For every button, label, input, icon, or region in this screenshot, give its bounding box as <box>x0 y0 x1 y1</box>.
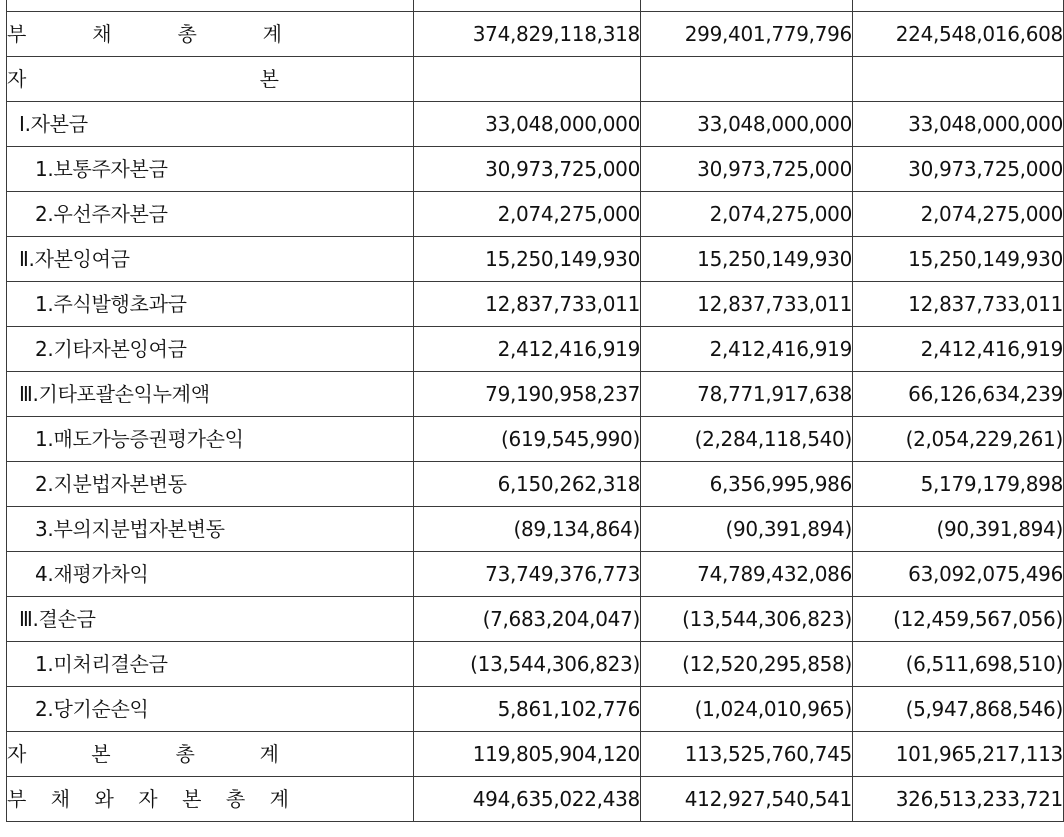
label-glyph: 부 <box>7 787 27 811</box>
row-label-text <box>7 12 282 56</box>
row-label-text: 1.매도가능증권평가손익 <box>35 427 244 451</box>
amount-cell-period-2: 12,837,733,011 <box>641 282 853 327</box>
amount-cell-period-2: (2,284,118,540) <box>641 417 853 462</box>
amount-cell-period-1: 73,749,376,773 <box>414 552 641 597</box>
table-row-share-premium <box>7 282 1064 327</box>
label-glyph: 와 <box>94 787 114 811</box>
row-label-text: 2.지분법자본변동 <box>35 472 187 496</box>
row-label <box>7 192 414 237</box>
amount-cell-period-2: 30,973,725,000 <box>641 147 853 192</box>
amount-cell-period-3 <box>853 57 1064 102</box>
equity-table <box>6 0 1064 822</box>
row-label-text: Ⅱ.자본잉여금 <box>19 247 130 271</box>
amount-cell-period-3: (2,054,229,261) <box>853 417 1064 462</box>
amount-cell-period-1: 15,250,149,930 <box>414 237 641 282</box>
amount-cell-period-1: 12,837,733,011 <box>414 282 641 327</box>
row-label-text: 1.미처리결손금 <box>35 652 168 676</box>
row-label <box>7 147 414 192</box>
label-glyph: 계 <box>259 742 279 766</box>
amount-cell-period-3: 12,837,733,011 <box>853 282 1064 327</box>
amount-cell-period-3: (5,947,868,546) <box>853 687 1064 732</box>
amount-cell-period-1: 30,973,725,000 <box>414 147 641 192</box>
amount-cell-period-2: 2,412,416,919 <box>641 327 853 372</box>
row-label-text: Ⅲ.결손금 <box>19 607 96 631</box>
table-row-total-liabilities-and-equity <box>7 777 1064 822</box>
amount-cell-period-3: 101,965,217,113 <box>853 732 1064 777</box>
table-cell <box>853 0 1064 12</box>
amount-cell-period-1: 2,412,416,919 <box>414 327 641 372</box>
amount-cell-period-1: 79,190,958,237 <box>414 372 641 417</box>
row-label <box>7 777 414 822</box>
amount-cell-period-3: (12,459,567,056) <box>853 597 1064 642</box>
row-label-text: 1.보통주자본금 <box>35 157 168 181</box>
amount-cell-period-1: 374,829,118,318 <box>414 12 641 57</box>
table-row-total-liabilities <box>7 12 1064 57</box>
amount-cell-period-1: (89,134,864) <box>414 507 641 552</box>
label-glyph: 자 <box>138 787 158 811</box>
table-row-accumulated-deficit <box>7 597 1064 642</box>
amount-cell-period-2: (1,024,010,965) <box>641 687 853 732</box>
row-label <box>7 507 414 552</box>
amount-cell-period-3: 224,548,016,608 <box>853 12 1064 57</box>
balance-sheet <box>6 0 1063 822</box>
label-glyph: 계 <box>269 787 289 811</box>
amount-cell-period-1: (13,544,306,823) <box>414 642 641 687</box>
row-label <box>7 57 414 102</box>
table-row-total-equity <box>7 732 1064 777</box>
table-row-net-income <box>7 687 1064 732</box>
amount-cell-period-2: 33,048,000,000 <box>641 102 853 147</box>
row-label-text: 2.당기순손익 <box>35 697 149 721</box>
amount-cell-period-3: 2,412,416,919 <box>853 327 1064 372</box>
amount-cell-period-2: 78,771,917,638 <box>641 372 853 417</box>
amount-cell-period-2: 2,074,275,000 <box>641 192 853 237</box>
amount-cell-period-2: (13,544,306,823) <box>641 597 853 642</box>
amount-cell-period-3: 66,126,634,239 <box>853 372 1064 417</box>
table-cell <box>414 0 641 12</box>
row-label <box>7 327 414 372</box>
label-glyph: 채 <box>50 787 71 811</box>
amount-cell-period-2: 299,401,779,796 <box>641 12 853 57</box>
amount-cell-period-2: 74,789,432,086 <box>641 552 853 597</box>
label-glyph: 자 <box>7 742 27 766</box>
table-row-common-stock <box>7 147 1064 192</box>
row-label <box>7 732 414 777</box>
table-row-aoci <box>7 372 1064 417</box>
amount-cell-period-2: 113,525,760,745 <box>641 732 853 777</box>
table-row-afs-valuation <box>7 417 1064 462</box>
label-glyph: 자 <box>7 67 27 91</box>
row-label-text <box>7 777 289 821</box>
amount-cell-period-2: (12,520,295,858) <box>641 642 853 687</box>
amount-cell-period-2: 6,356,995,986 <box>641 462 853 507</box>
table-row-revaluation-surplus <box>7 552 1064 597</box>
label-glyph: 계 <box>262 22 282 46</box>
amount-cell-period-3: (90,391,894) <box>853 507 1064 552</box>
table-row-negative-equity-method-change <box>7 507 1064 552</box>
row-label <box>7 642 414 687</box>
amount-cell-period-1: 494,635,022,438 <box>414 777 641 822</box>
table-row-capital-surplus <box>7 237 1064 282</box>
row-label-text: Ⅰ.자본금 <box>19 112 88 136</box>
label-glyph: 본 <box>259 67 279 91</box>
row-label <box>7 462 414 507</box>
table-row-equity-header <box>7 57 1064 102</box>
table-row-capital-stock <box>7 102 1064 147</box>
amount-cell-period-3: 33,048,000,000 <box>853 102 1064 147</box>
label-glyph: 부 <box>7 22 27 46</box>
amount-cell-period-1: (619,545,990) <box>414 417 641 462</box>
amount-cell-period-1: 33,048,000,000 <box>414 102 641 147</box>
row-label-text: 4.재평가차익 <box>35 562 149 586</box>
row-label-text: 2.우선주자본금 <box>35 202 168 226</box>
amount-cell-period-2: 15,250,149,930 <box>641 237 853 282</box>
row-label-text: Ⅲ.기타포괄손익누계액 <box>19 382 210 406</box>
amount-cell-period-3: (6,511,698,510) <box>853 642 1064 687</box>
amount-cell-period-1: 6,150,262,318 <box>414 462 641 507</box>
row-label <box>7 237 414 282</box>
table-row-preferred-stock <box>7 192 1064 237</box>
amount-cell-period-2 <box>641 57 853 102</box>
amount-cell-period-1: 119,805,904,120 <box>414 732 641 777</box>
table-row-undisposed-deficit <box>7 642 1064 687</box>
row-label <box>7 417 414 462</box>
table-row-partial-top <box>7 0 1064 12</box>
amount-cell-period-3: 5,179,179,898 <box>853 462 1064 507</box>
amount-cell-period-1: 5,861,102,776 <box>414 687 641 732</box>
label-glyph: 채 <box>92 22 112 46</box>
label-glyph: 총 <box>225 787 246 811</box>
amount-cell-period-3: 30,973,725,000 <box>853 147 1064 192</box>
label-glyph: 본 <box>91 742 111 766</box>
equity-table-body <box>7 0 1064 822</box>
amount-cell-period-1: (7,683,204,047) <box>414 597 641 642</box>
row-label <box>7 12 414 57</box>
row-label <box>7 102 414 147</box>
amount-cell-period-2: 412,927,540,541 <box>641 777 853 822</box>
row-label-text <box>7 732 279 776</box>
table-row-equity-method-change <box>7 462 1064 507</box>
table-row-other-capital-surplus <box>7 327 1064 372</box>
table-cell <box>7 0 414 12</box>
label-glyph: 총 <box>177 22 197 46</box>
table-cell <box>641 0 853 12</box>
amount-cell-period-1: 2,074,275,000 <box>414 192 641 237</box>
label-glyph: 본 <box>182 787 202 811</box>
row-label-text: 2.기타자본잉여금 <box>35 337 187 361</box>
row-label-text: 3.부의지분법자본변동 <box>35 517 225 541</box>
row-label-text: 1.주식발행초과금 <box>35 292 187 316</box>
label-glyph: 총 <box>175 742 195 766</box>
amount-cell-period-3: 326,513,233,721 <box>853 777 1064 822</box>
amount-cell-period-1 <box>414 57 641 102</box>
row-label <box>7 687 414 732</box>
row-label-text <box>7 57 279 101</box>
amount-cell-period-3: 15,250,149,930 <box>853 237 1064 282</box>
row-label <box>7 552 414 597</box>
row-label <box>7 372 414 417</box>
row-label <box>7 597 414 642</box>
amount-cell-period-2: (90,391,894) <box>641 507 853 552</box>
row-label <box>7 282 414 327</box>
amount-cell-period-3: 63,092,075,496 <box>853 552 1064 597</box>
amount-cell-period-3: 2,074,275,000 <box>853 192 1064 237</box>
